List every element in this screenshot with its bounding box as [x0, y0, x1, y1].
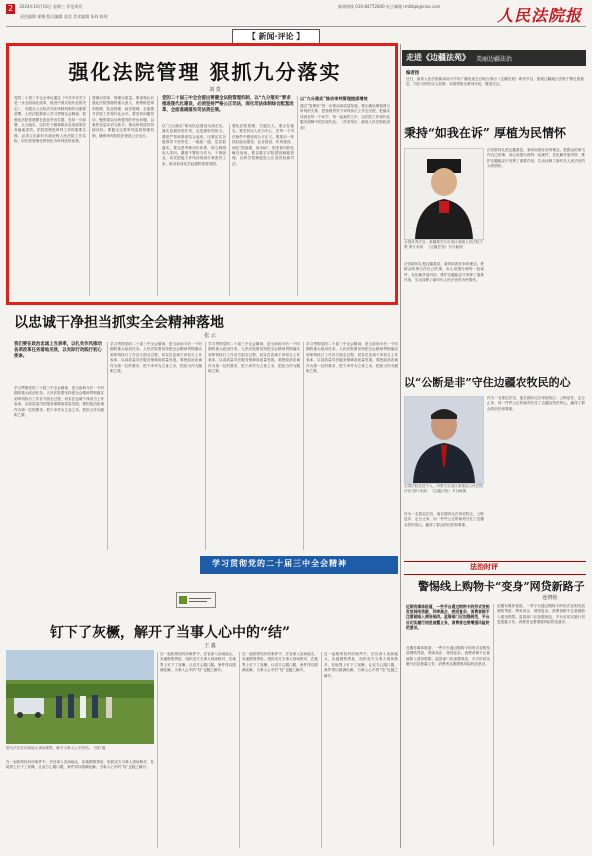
- right-article-3-text: 近期有媒体报道，一些平台通过购物卡的形式变相发放网络贷款，利率高企、规则复杂，消费者稍不注意就陷入债务陷阱。监管部门应加强规范，平台应切实履行信息披露义务，消费者也要增强风险防范意识。: [406, 646, 490, 667]
- right-article-1-text: 法官群体扎根边疆基层，秉持如我在诉的理念，把群众的事当作自己的事，用心用情办理每一起案件，在化解矛盾纠纷、维护边疆稳定中发挥了重要作用，生动诠释了新时代人民法官的为民情怀。: [487, 148, 585, 169]
- lead-article-lede: 党的二十届三中全会提出要健全法院管理机制，以“九分落实”要求推进现代化建设，必须坚持严格公正司法，深化司法体制综合配套改革，全面准确落实司法责任制。: [162, 96, 294, 113]
- right-article-3-title[interactable]: 警惕线上购物卡“变身”网贷新路子: [418, 580, 585, 593]
- right-article-1-caption: 全国优秀法官、新疆维吾尔自治区高级人民法院干警 图片来源：《边疆法苑》节目截图: [404, 240, 484, 249]
- section-tag: 【 新闻·评论 】: [232, 29, 320, 45]
- right-article-2-text-continued: 作为一名基层法官，他长期奔走在草原牧区，公断是非、定分止争，用一件件公正的裁判守住了边疆农牧民的心，赢得了群众的信任和尊重。: [404, 512, 484, 527]
- lead-article-column-2: 管理出效率，管理出质量。要深刻认识强化法院管理的重大意义，统筹推进审判管理、队伍管理、政务管理，全面提升法院工作现代化水平。要坚持问题导向，聚焦群众反映强烈的突出问题，以案件质量评估为抓手，推动审判质效持续向好。要健全完善审判监督管理机制，确保审判权依法规范公正运行。: [92, 96, 154, 138]
- right-article-3-author: 连晓艳: [542, 595, 558, 601]
- lead-article-column-5: 通过“管理好”进一步推动高质量发展。要正确处理管理与审判的关系，把管理贯穿于审判执行工作全过程，把落实体现在每一个环节、每一起案件之中，以法院工作现代化服务保障中国式现代化。（作者单位：最高人民法院政治部）: [300, 104, 390, 130]
- field-survey-photo: [6, 650, 154, 744]
- lead-article-title[interactable]: 强化法院管理 狠抓九分落实: [68, 60, 342, 84]
- lead-article-column-4: 强化法院管理，关键在人，重点在落实。要坚持以人民为中心，在每一个司法案件中感受到公平正义。要推动一体抓好政治建设、业务建设、作风建设，深化“抓前端、治未病”，把矛盾纠纷化解在诉前。要以数字法院建设赋能管理，以科学管理促进公正高效权威司法。: [232, 124, 294, 166]
- right-article-3-text-continued: 近期有媒体报道，一些平台通过购物卡的形式变相发放网络贷款，利率高企、规则复杂，消费者稍不注意就陷入债务陷阱。监管部门应加强规范，平台应切实履行信息披露义务，消费者也要增强风险防范意识。: [497, 604, 585, 625]
- judge-portrait-photo-2: [404, 396, 484, 484]
- column-divider: [493, 604, 494, 846]
- editor-note-label: 编者按: [406, 71, 420, 76]
- article-3-column-1: 在一起相邻权纠纷案件中，法官深入田间地头，实地勘察界址，组织双方当事人现场核对，在地界上钉下了灰橛，让双方心服口服，案件得以圆满化解，当事人心中的“结”也随之解开。: [6, 760, 154, 770]
- column-divider: [297, 96, 298, 296]
- right-article-2-title[interactable]: 以“公断是非”守住边疆农牧民的心: [404, 376, 571, 389]
- article-2-column-2: 学习贯彻党的二十届三中全会精神，是当前和今后一个时期的重大政治任务。人民法院要坚持把全会精神贯彻落实到审判执行工作各方面全过程，切实在忠诚干净担当上作表率，以高质量司法服务保障高质量发展。要把政治忠诚作为第一位的要求，把干净作为立身之本，把担当作为履职之要。: [110, 342, 202, 374]
- article-3-author: 王 鑫: [204, 643, 216, 649]
- header-info: [6, 4, 216, 26]
- column-divider: [229, 124, 230, 296]
- editor-line: 责任编辑 崔梅 版式编辑 张浩 美术编辑 朱林 陈琼: [20, 14, 108, 19]
- masthead: 人民法院报: [496, 6, 582, 25]
- column-divider: [239, 652, 240, 848]
- lead-article-author: 刘 莫: [209, 87, 221, 93]
- article-3-title[interactable]: 钉下了灰橛，解开了当事人心中的“结”: [50, 625, 291, 641]
- right-article-2-caption: 全国法院先进个人、内蒙古自治区某基层人民法院法官 图片来源：《边疆法苑》节目截图: [404, 484, 484, 493]
- hotline-line: 新闻热线 010-84772840 电子邮箱 rmfzbpl@sina.com: [338, 4, 441, 9]
- lead-article-subhead: 以“九分落实”推动审判管理提质增效: [300, 96, 368, 101]
- lead-article-column-1: 党的二十届三中全会审议通过《中共中央关于进一步全面深化改革、推进中国式现代化的决定》，对健全公正执法司法体制机制作出重要部署。人民法院要深入学习贯彻全会精神，把强化法院管理摆在更加突出位置，坚持一分部署、九分落实，以钉钉子精神推动各项改革任务落地见效。法院管理是审判工作的重要支撑，必须立足新时代新征程人民法院工作实际，切实把管理优势转化为审判质效优势。: [14, 96, 86, 144]
- page-column-divider: [400, 44, 401, 848]
- date-line: 2024年10月16日 星期三 评论周刊: [19, 4, 83, 9]
- column-logo: [176, 592, 216, 608]
- page-number: 2: [8, 4, 14, 13]
- field-survey-photo-caption: 图为法官在田间地头现场勘察，解开当事人心中的结。 吕阳 摄: [6, 746, 106, 750]
- column-divider: [205, 342, 206, 550]
- judge-portrait-photo-1: [404, 148, 484, 240]
- right-banner-subtitle: 美丽边疆法治: [476, 56, 513, 63]
- article-2-lede: 我们要在政治忠诚上当表率，以扎实作风推动各项改革任务落地见效，以实际行动践行初心使命。: [14, 342, 102, 359]
- column-divider: [157, 96, 158, 296]
- column-divider: [157, 652, 158, 848]
- article-3-column-2: 在一起相邻权纠纷案件中，法官深入田间地头，实地勘察界址，组织双方当事人现场核对，在地界上钉下了灰橛，让双方心服口服，案件得以圆满化解，当事人心中的“结”也随之解开。: [160, 652, 236, 673]
- right-banner-title[interactable]: 走进《边疆法苑》: [406, 53, 470, 62]
- column-divider: [303, 342, 304, 550]
- article-2-column-3: 学习贯彻党的二十届三中全会精神，是当前和今后一个时期的重大政治任务。人民法院要坚持把全会精神贯彻落实到审判执行工作各方面全过程，切实在忠诚干净担当上作表率，以高质量司法服务保障高质量发展。要把政治忠诚作为第一位的要求，把干净作为立身之本，把担当作为履职之要。: [208, 342, 300, 374]
- article-3-column-4: 在一起相邻权纠纷案件中，法官深入田间地头，实地勘察界址，组织双方当事人现场核对，在地界上钉下了灰橛，让双方心服口服，案件得以圆满化解，当事人心中的“结”也随之解开。: [324, 652, 398, 678]
- article-2-author: 张 云: [204, 333, 216, 339]
- theme-band-title: 学习贯彻党的二十届三中全会精神: [212, 558, 347, 568]
- article-2-title[interactable]: 以忠诚干净担当抓实全会精神落地: [14, 315, 224, 331]
- right-article-1-text-continued: 法官群体扎根边疆基层，秉持如我在诉的理念，把群众的事当作自己的事，用心用情办理每一起案件，在化解矛盾纠纷、维护边疆稳定中发挥了重要作用，生动诠释了新时代人民法官的为民情怀。: [404, 262, 484, 283]
- right-article-2-text: 作为一名基层法官，他长期奔走在草原牧区，公断是非、定分止争，用一件件公正的裁判守住了边疆农牧民的心，赢得了群众的信任和尊重。: [487, 396, 585, 411]
- article-2-column-4: 学习贯彻党的二十届三中全会精神，是当前和今后一个时期的重大政治任务。人民法院要坚持把全会精神贯彻落实到审判执行工作各方面全过程，切实在忠诚干净担当上作表率，以高质量司法服务保障高质量发展。要把政治忠诚作为第一位的要求，把干净作为立身之本，把担当作为履职之要。: [306, 342, 398, 374]
- right-article-1-title[interactable]: 秉持“如我在诉” 厚植为民情怀: [404, 126, 566, 140]
- column-divider: [107, 342, 108, 550]
- column-name: 法治时评: [470, 563, 498, 571]
- lead-article-column-3: 以“九分落实”推动队伍建设走深走实。落实是最好的作风，也是最好的担当。要把严管和厚爱结合起来，压紧压实各级领导干部责任，一级抓一级、层层抓落实。要完善考核评价体系，树立鲜明用人导向，激励干警担当作为、干事创业，切实把能力作风体现到办案质效上来，推动形成比学赶超的浓厚氛围。: [162, 124, 226, 166]
- article-3-column-3: 在一起相邻权纠纷案件中，法官深入田间地头，实地勘察界址，组织双方当事人现场核对，在地界上钉下了灰橛，让双方心服口服，案件得以圆满化解，当事人心中的“结”也随之解开。: [242, 652, 318, 673]
- editor-note-text: 近日，最高人民法院新闻局与中央广播电视总台联合推出《边疆法苑》系列节目，展现边疆地区法院干警扎根基层、司法为民的动人故事。本报特推出系列评论，敬请关注。: [406, 77, 584, 87]
- article-2-column-1: 学习贯彻党的二十届三中全会精神，是当前和今后一个时期的重大政治任务。人民法院要坚持把全会精神贯彻落实到审判执行工作各方面全过程，切实在忠诚干净担当上作表率，以高质量司法服务保障高质量发展。要把政治忠诚作为第一位的要求，把干净作为立身之本，把担当作为履职之要。: [14, 386, 104, 418]
- column-divider: [89, 96, 90, 296]
- right-article-3-lede: 近期有媒体报道，一些平台通过购物卡的形式变相发放网络贷款，利率高企、规则复杂，消费者稍不注意就陷入债务陷阱。监管部门应加强规范，平台应切实履行信息披露义务，消费者也要增强风险防范意识。: [406, 604, 490, 630]
- header-rule: [6, 26, 586, 27]
- column-divider: [321, 652, 322, 848]
